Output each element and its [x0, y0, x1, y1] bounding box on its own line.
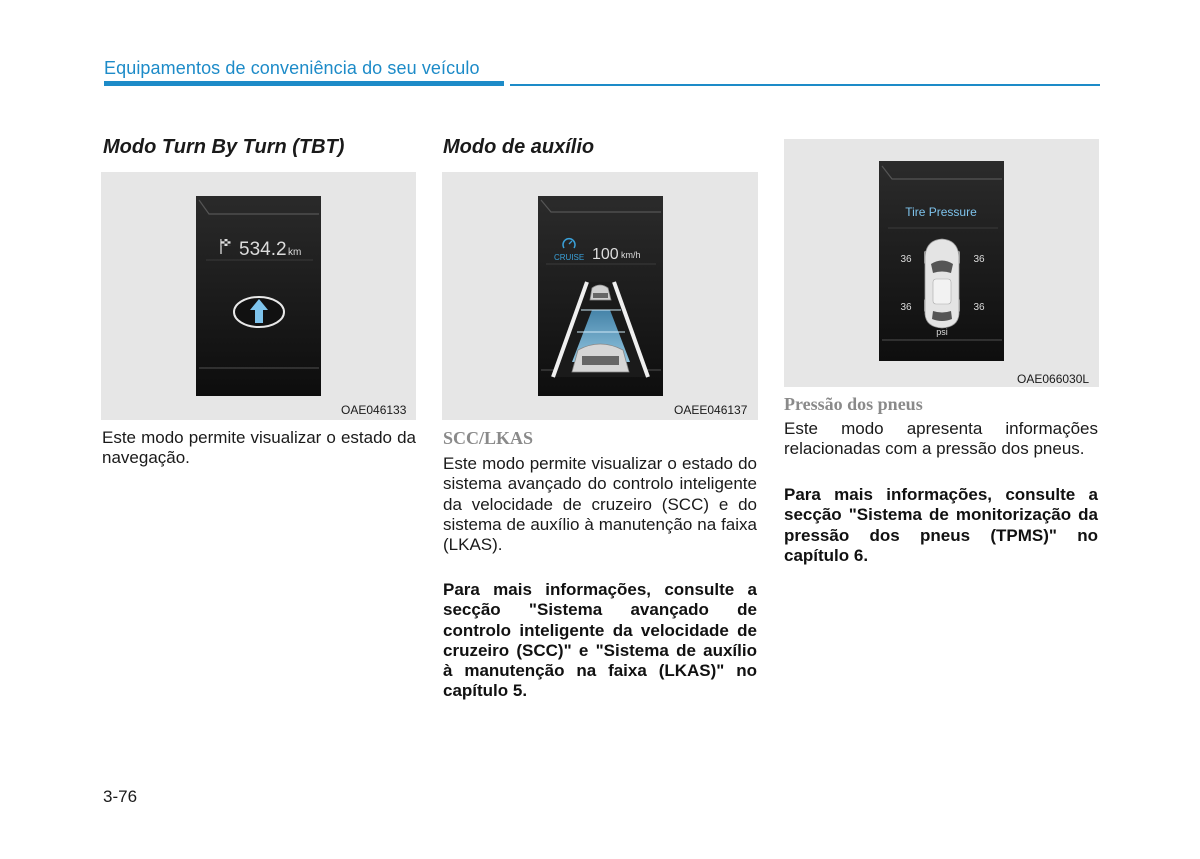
tbt-heading: Modo Turn By Turn (TBT): [103, 136, 345, 158]
header-rule-thick: [104, 81, 504, 86]
car-top-view-icon: [924, 239, 960, 328]
front-right-pressure: 36: [973, 254, 985, 265]
tbt-figure-code: OAE046133: [341, 403, 407, 417]
page-number: 3-76: [103, 787, 138, 806]
tire-pressure-title: Tire Pressure: [905, 205, 977, 219]
tire-pressure-display-illustration: [784, 139, 1099, 387]
tire-pressure-figure: [784, 139, 1099, 387]
chapter-header: Equipamentos de conveniência do seu veículo: [104, 58, 480, 78]
straight-arrow-icon: [234, 297, 284, 327]
scc-lkas-display-illustration: [442, 172, 758, 420]
tire-pressure-subhead: Pressão dos pneus: [784, 394, 923, 414]
assist-heading: Modo de auxílio: [443, 136, 595, 158]
set-speed: 100: [592, 246, 619, 263]
set-speed-unit: km/h: [621, 250, 641, 260]
assist-figure: [442, 172, 758, 420]
tbt-display-illustration: [101, 172, 416, 420]
pressure-unit: psi: [936, 327, 948, 337]
tbt-figure: [101, 172, 416, 420]
tire-pressure-figure-code: OAE066030L: [1017, 372, 1090, 386]
scc-lkas-body: Este modo permite visualizar o estado do sistema avançado do controlo inteligente da velocidade de cruzeiro (SCC) e do sistema de auxílio à manutenção na faixa (LKAS).: [443, 454, 757, 555]
cruise-label: CRUISE: [554, 253, 585, 262]
assist-figure-code: OAEE046137: [674, 403, 748, 417]
rear-left-pressure: 36: [900, 302, 912, 313]
scc-lkas-note: Para mais informações, consulte a secção "Sistema avançado de controlo inteligente da velocidade de cruzeiro (SCC)" e "Sistema de auxílio à manutenção na faixa (LKAS)" no capítulo 5.: [443, 580, 757, 701]
rear-right-pressure: 36: [973, 302, 985, 313]
tbt-distance: 534.2: [239, 239, 287, 260]
tire-pressure-body: Este modo apresenta informações relacionadas com a pressão dos pneus.: [784, 419, 1098, 459]
tbt-screen: [196, 196, 321, 396]
tbt-body: Este modo permite visualizar o estado da navegação.: [102, 428, 416, 468]
scc-lkas-subhead: SCC/LKAS: [443, 428, 534, 448]
tire-pressure-note: Para mais informações, consulte a secção "Sistema de monitorização da pressão dos pneus (TPMS)" no capítulo 6.: [784, 485, 1098, 565]
front-left-pressure: 36: [900, 254, 912, 265]
header-rule-thin: [510, 84, 1100, 86]
tbt-distance-unit: km: [288, 247, 302, 258]
